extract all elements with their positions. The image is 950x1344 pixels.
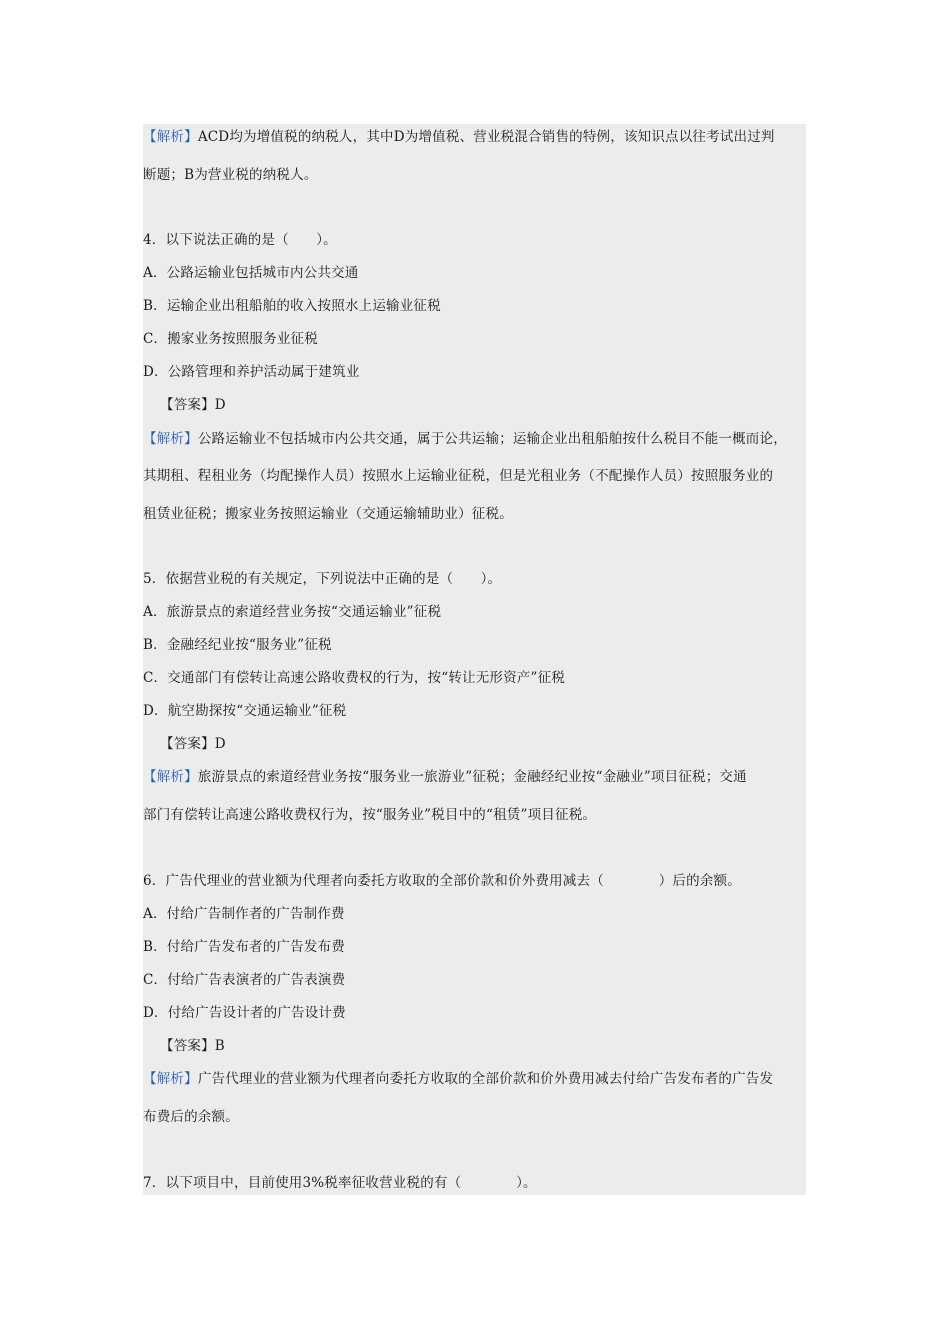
q6-option-d: D．付给广告设计者的广告设计费 [143,1005,346,1021]
q7-stem: 7．以下项目中，目前使用3%税率征收营业税的有（ ）。 [143,1175,537,1191]
explanation-tag: 【解析】 [143,769,198,785]
q5-answer: 【答案】D [160,736,226,752]
q4-answer: 【答案】D [160,397,226,413]
q6-option-c: C．付给广告表演者的广告表演费 [143,972,346,988]
q4-explanation-line-1: 【解析】公路运输业不包括城市内公共交通，属于公共运输；运输企业出租船舶按什么税目不能一概而论， [143,431,787,447]
explanation-tag: 【解析】 [143,431,198,447]
q6-explanation-line-1: 【解析】广告代理业的营业额为代理者向委托方收取的全部价款和价外费用减去付给广告发布者的广告发 [143,1071,774,1087]
q5-option-c: C．交通部门有偿转让高速公路收费权的行为，按“转让无形资产”征税 [143,670,566,686]
q5-option-a: A．旅游景点的索道经营业务按“交通运输业”征税 [143,604,442,620]
q6-answer: 【答案】B [160,1038,225,1054]
q4-explanation-line-2: 其期租、程租业务（均配操作人员）按照水上运输业征税，但是光租业务（不配操作人员）按照服务业的 [143,468,774,484]
q6-explanation-line-2: 布费后的余额。 [143,1109,239,1125]
q4-option-a: A．公路运输业包括城市内公共交通 [143,265,359,281]
q4-option-c: C．搬家业务按照服务业征税 [143,331,318,347]
explanation-tag: 【解析】 [143,1071,198,1087]
q4-option-d: D．公路管理和养护活动属于建筑业 [143,364,360,380]
q5-explanation-line-2: 部门有偿转让高速公路收费权行为，按“服务业”税目中的“租赁”项目征税。 [143,807,597,823]
explanation-tag: 【解析】 [143,129,198,145]
q6-option-b: B．付给广告发布者的广告发布费 [143,939,345,955]
q5-stem: 5．依据营业税的有关规定，下列说法中正确的是（ ）。 [143,571,502,587]
q4-option-b: B．运输企业出租船舶的收入按照水上运输业征税 [143,298,441,314]
q5-option-b: B．金融经纪业按“服务业”征税 [143,637,332,653]
q5-option-d: D．航空勘探按“交通运输业”征税 [143,703,347,719]
q4-explanation-line-3: 租赁业征税；搬家业务按照运输业（交通运输辅助业）征税。 [143,506,513,522]
q3-explanation-line-1: 【解析】ACD均为增值税的纳税人，其中D为增值税、营业税混合销售的特例，该知识点以往考试出过判 [143,129,775,145]
document-content-area [143,124,806,1195]
q6-stem: 6．广告代理业的营业额为代理者向委托方收取的全部价款和价外费用减去（ ）后的余额。 [143,873,741,889]
q4-stem: 4．以下说法正确的是（ ）。 [143,232,337,248]
q5-explanation-line-1: 【解析】旅游景点的索道经营业务按“服务业一旅游业”征税；金融经纪业按“金融业”项目征税；交通 [143,769,747,785]
q3-explanation-line-2: 断题；B为营业税的纳税人。 [143,167,318,183]
q6-option-a: A．付给广告制作者的广告制作费 [143,906,345,922]
